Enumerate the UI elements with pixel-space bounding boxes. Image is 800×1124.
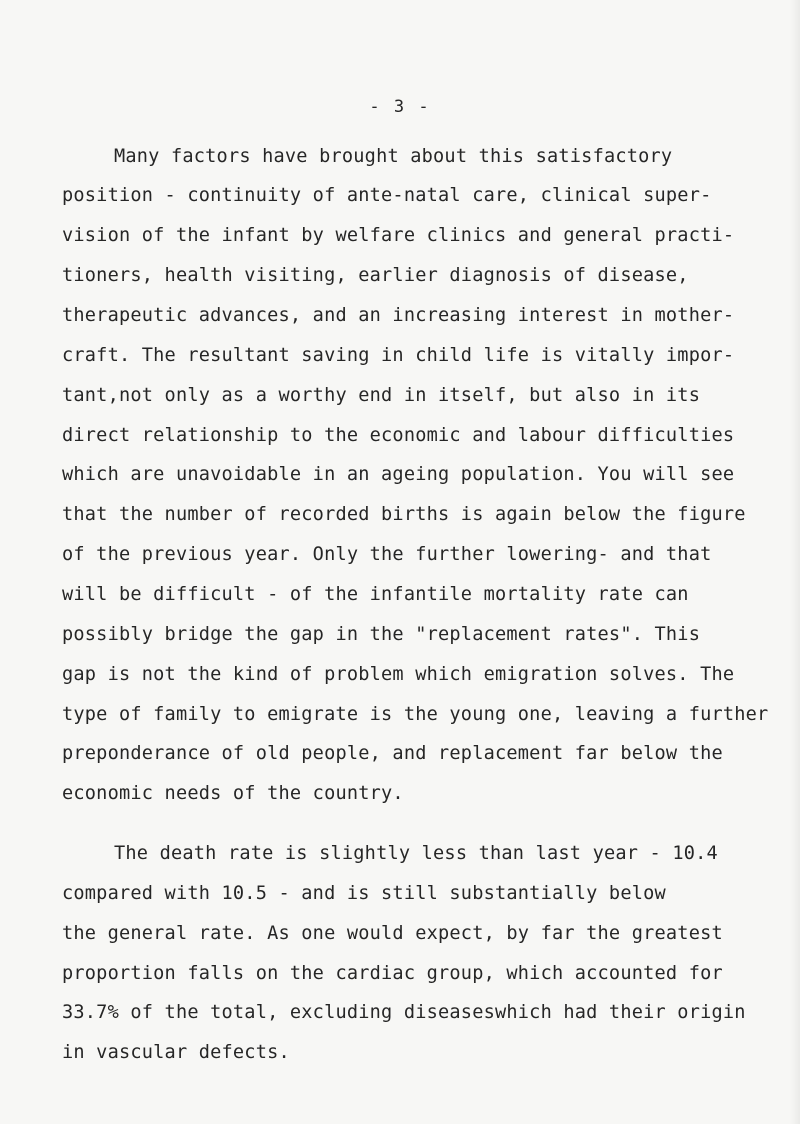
text-line: proportion falls on the cardiac group, which accounted for [62,963,723,984]
text-line: vision of the infant by welfare clinics and general practi- [62,225,735,246]
text-line: that the number of recorded births is again below the figure [62,504,746,525]
text-line: preponderance of old people, and replacement far below the [62,743,723,764]
page-number: - 3 - [369,97,431,117]
page-edge-shadow [790,0,800,1124]
text-line: position - continuity of ante-natal care, clinical super- [62,185,712,206]
text-line: will be difficult - of the infantile mortality rate can [62,584,689,605]
text-line: economic needs of the country. [62,783,404,804]
text-line: Many factors have brought about this satisfactory [114,146,673,167]
text-line: 33.7% of the total, excluding diseaseswhich had their origin [62,1002,746,1023]
text-line: which are unavoidable in an ageing population. You will see [62,464,735,485]
text-line: therapeutic advances, and an increasing interest in mother- [62,305,735,326]
text-line: compared with 10.5 - and is still substantially below [62,883,666,904]
text-line: craft. The resultant saving in child life is vitally impor- [62,345,735,366]
text-line: The death rate is slightly less than last year - 10.4 [114,843,718,864]
text-line: direct relationship to the economic and labour difficulties [62,425,735,446]
text-line: tant,not only as a worthy end in itself, but also in its [62,385,701,406]
text-line: in vascular defects. [62,1042,290,1063]
text-line: of the previous year. Only the further lowering- and that [62,544,712,565]
text-line: gap is not the kind of problem which emigration solves. The [62,664,735,685]
text-line: the general rate. As one would expect, by far the greatest [62,923,723,944]
text-line: type of family to emigrate is the young one, leaving a further [62,704,769,725]
text-line: possibly bridge the gap in the "replacement rates". This [62,624,701,645]
text-line: tioners, health visiting, earlier diagnosis of disease, [62,265,689,286]
